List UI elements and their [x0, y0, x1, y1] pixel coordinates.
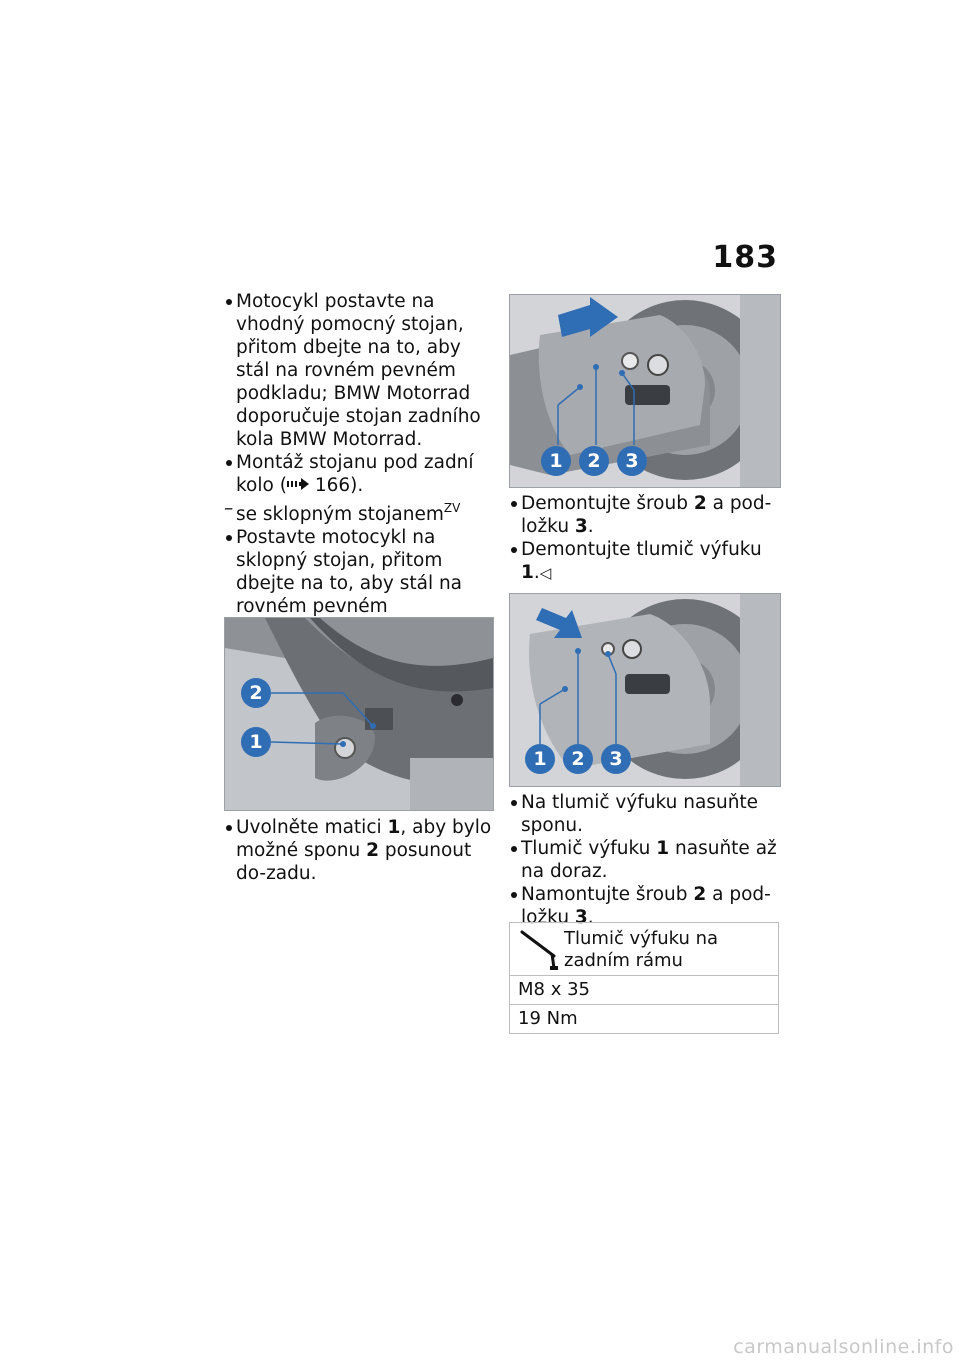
table-cell: M8 x 35	[510, 976, 779, 1005]
end-mark-icon: ◁	[539, 564, 552, 582]
figure-install	[509, 593, 781, 787]
right-column-install	[509, 791, 781, 929]
spec-title: Tlumič výfuku na zadním rámu	[564, 928, 719, 971]
list-item: Motocykl postavte na vhodný pomocný stojan, přitom dbejte na to, aby stál na rovném pevném podkladu; BMW Motorrad doporučuje stojan zadního kola BMW Motorrad.	[224, 290, 492, 451]
table-cell: 19 Nm	[510, 1005, 779, 1034]
callout-1: 1	[241, 727, 271, 757]
list-item: Na tlumič výfuku nasuňte sponu.	[509, 791, 781, 837]
superscript: ZV	[443, 501, 461, 515]
callout-2: 2	[563, 744, 593, 774]
table-cell	[510, 923, 779, 976]
table-row	[510, 976, 779, 1005]
list-item: Montáž stojanu pod zadní kolo ( 166).	[224, 451, 492, 497]
clamp-illustration	[225, 618, 493, 810]
torque-wrench-icon	[518, 926, 564, 972]
callout-3: 3	[617, 446, 647, 476]
table-row	[510, 1005, 779, 1034]
callout-1: 1	[541, 446, 571, 476]
list-item: Demontujte šroub 2 a pod-ložku 3.	[509, 492, 781, 538]
list-item: Tlumič výfuku 1 nasuňte až na doraz.	[509, 837, 781, 883]
table-row	[510, 923, 779, 976]
callout-2: 2	[241, 678, 271, 708]
list-item: Postavte motocykl na sklopný stojan, přitom dbejte na to, aby stál na rovném pevném	[224, 526, 492, 642]
list-item: Uvolněte matici 1, aby bylo možné sponu 2 posunout do-zadu.	[224, 816, 492, 885]
list-item: Demontujte tlumič výfuku 1.◁	[509, 538, 781, 585]
figure-clamp	[224, 617, 494, 811]
torque-spec-table	[509, 922, 779, 1034]
callout-2: 2	[579, 446, 609, 476]
watermark: carmanualsonline.info	[733, 1336, 954, 1358]
figure-removal	[509, 294, 781, 488]
left-column-after-figure	[224, 816, 492, 885]
arrow-reference-icon	[287, 478, 309, 490]
list-item: Namontujte šroub 2 a pod-ložku 3.	[509, 883, 781, 929]
left-column	[224, 290, 492, 642]
callout-3: 3	[601, 744, 631, 774]
callout-1: 1	[525, 744, 555, 774]
list-item: – se sklopným stojanem$^{ZV}$	[224, 497, 492, 526]
page-number: 183	[712, 240, 778, 275]
